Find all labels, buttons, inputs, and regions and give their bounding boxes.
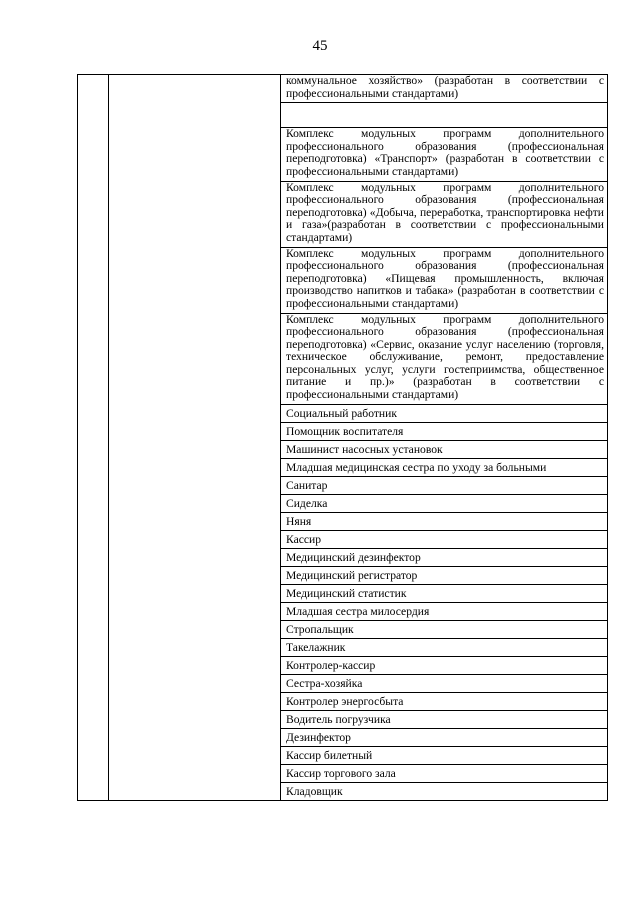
- page-number: 45: [312, 38, 328, 54]
- program-cell: Комплекс модульных программ дополнительного профессионального образования (профессиональная переподготовка) «Транспорт» (разработан в соответствии с профессиональными стандартами): [281, 128, 608, 181]
- program-cell: коммунальное хозяйство» (разработан в соответствии с профессиональными стандартами): [281, 75, 608, 103]
- profession-cell: Медицинский дезинфектор: [281, 548, 608, 566]
- profession-cell: Машинист насосных установок: [281, 440, 608, 458]
- number-cell: [78, 75, 109, 801]
- profession-cell: Водитель погрузчика: [281, 710, 608, 728]
- profession-cell: Кладовщик: [281, 782, 608, 800]
- profession-cell: Сиделка: [281, 494, 608, 512]
- profession-cell: Кассир: [281, 530, 608, 548]
- program-cell: Комплекс модульных программ дополнительного профессионального образования (профессиональная переподготовка) «Добыча, переработка, транспортировка нефти и газа»(разработан в соответствии с профессиональными стандартами): [281, 181, 608, 247]
- profession-cell: Стропальщик: [281, 620, 608, 638]
- empty-cell: [281, 103, 608, 128]
- profession-cell: Контролер-кассир: [281, 656, 608, 674]
- profession-cell: Санитар: [281, 476, 608, 494]
- profession-cell: Дезинфектор: [281, 728, 608, 746]
- program-cell: Комплекс модульных программ дополнительного профессионального образования (профессиональная переподготовка) «Пищевая промышленность, включая производство напитков и табака» (разработан в соответствии с профессиональными стандартами): [281, 247, 608, 313]
- profession-cell: Младшая сестра милосердия: [281, 602, 608, 620]
- profession-cell: Кассир билетный: [281, 746, 608, 764]
- category-cell: [109, 75, 281, 801]
- profession-cell: Социальный работник: [281, 404, 608, 422]
- profession-cell: Контролер энергосбыта: [281, 692, 608, 710]
- profession-cell: Сестра-хозяйка: [281, 674, 608, 692]
- program-cell: Комплекс модульных программ дополнительного профессионального образования (профессиональная переподготовка) «Сервис, оказание услуг населению (торговля, техническое обслуживание, ремонт, предоставление персональных услуг, услуги гостеприимства, общественное питание и пр.)» (разработан в соответствии с профессиональными стандартами): [281, 313, 608, 404]
- profession-cell: Помощник воспитателя: [281, 422, 608, 440]
- programs-table: [77, 74, 608, 801]
- profession-cell: Такелажник: [281, 638, 608, 656]
- profession-cell: Кассир торгового зала: [281, 764, 608, 782]
- profession-cell: Няня: [281, 512, 608, 530]
- profession-cell: Медицинский регистратор: [281, 566, 608, 584]
- profession-cell: Младшая медицинская сестра по уходу за больными: [281, 458, 608, 476]
- table-row: [78, 75, 608, 103]
- profession-cell: Медицинский статистик: [281, 584, 608, 602]
